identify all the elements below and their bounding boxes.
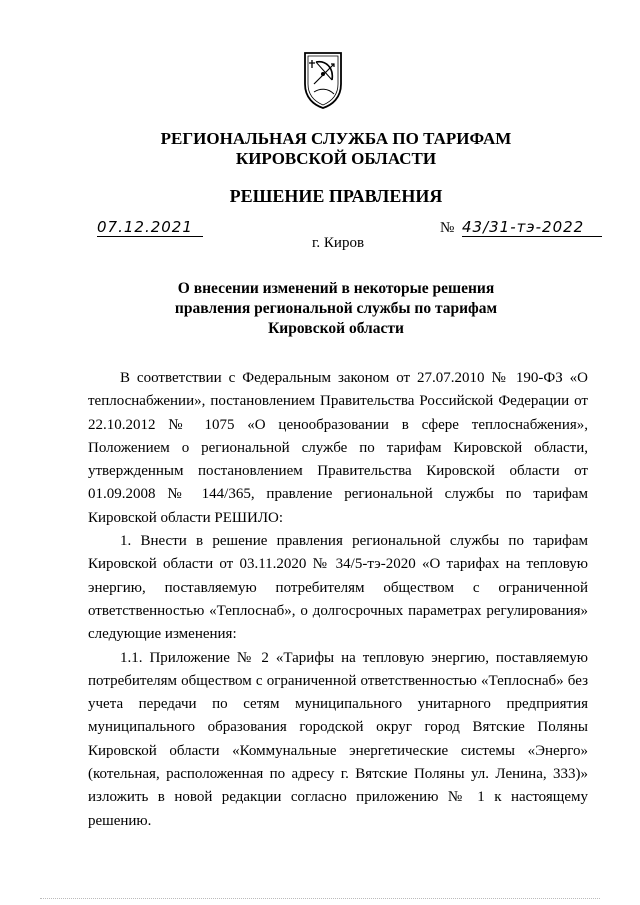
subject-line1: О внесении изменений в некоторые решения bbox=[177, 280, 495, 297]
paragraph-item-1-1: 1.1. Приложение № 2 «Тарифы на тепловую энергию, поставляемую потребителям обществом с ограниченной ответственностью «Теплоснаб» без учета передачи по сетям муниципального унитарного предприятия муниципального образования городской округ город Вятские Поляны Кировской области «Коммунальные энергетические системы «Энерго» (котельная, расположенная по адресу г. Вятские Поляны ул. Ленина, 333)» изложить в новой редакции согласно приложению № 1 к настоящему решению. bbox=[88, 649, 588, 829]
page-bottom-edge bbox=[40, 898, 600, 899]
paragraph-preamble: В соответствии с Федеральным законом от 27.07.2010 № 190-ФЗ «О теплоснабжении», постановлением Правительства Российской Федерации от 22.10.2012 № 1075 «О ценообразовании в сфере теплоснабжения», Положением о региональной службе по тарифам Кировской области, утвержденным постановлением Правительства Кировской области от 01.09.2008 № 144/365, правление региональной службы по тарифам Кировской области РЕШИЛО: bbox=[88, 370, 588, 526]
document-subject bbox=[16, 279, 640, 339]
number-label: № bbox=[440, 220, 455, 236]
organization-name-line1: РЕГИОНАЛЬНАЯ СЛУЖБА ПО ТАРИФАМ bbox=[160, 129, 512, 148]
document-date: 07.12.2021 bbox=[97, 218, 203, 237]
document-number: 43/31-тэ-2022 bbox=[462, 218, 602, 237]
city: г. Киров bbox=[311, 235, 365, 251]
coat-of-arms-emblem bbox=[302, 50, 344, 110]
subject-line3: Кировской области bbox=[268, 320, 404, 337]
organization-name-line2: КИРОВСКОЙ ОБЛАСТИ bbox=[235, 149, 437, 168]
paragraph-item-1: 1. Внести в решение правления региональной службы по тарифам Кировской области от 03.11.2020 № 34/5-тэ-2020 «О тарифах на тепловую энергию, поставляемую потребителям обществом с ограниченной ответственностью «Теплоснаб», о долгосрочных параметрах регулирования» следующие изменения: bbox=[88, 533, 588, 643]
document-title: РЕШЕНИЕ ПРАВЛЕНИЯ bbox=[229, 186, 443, 206]
document-body bbox=[88, 367, 588, 833]
subject-line2: правления региональной службы по тарифам bbox=[174, 300, 498, 317]
